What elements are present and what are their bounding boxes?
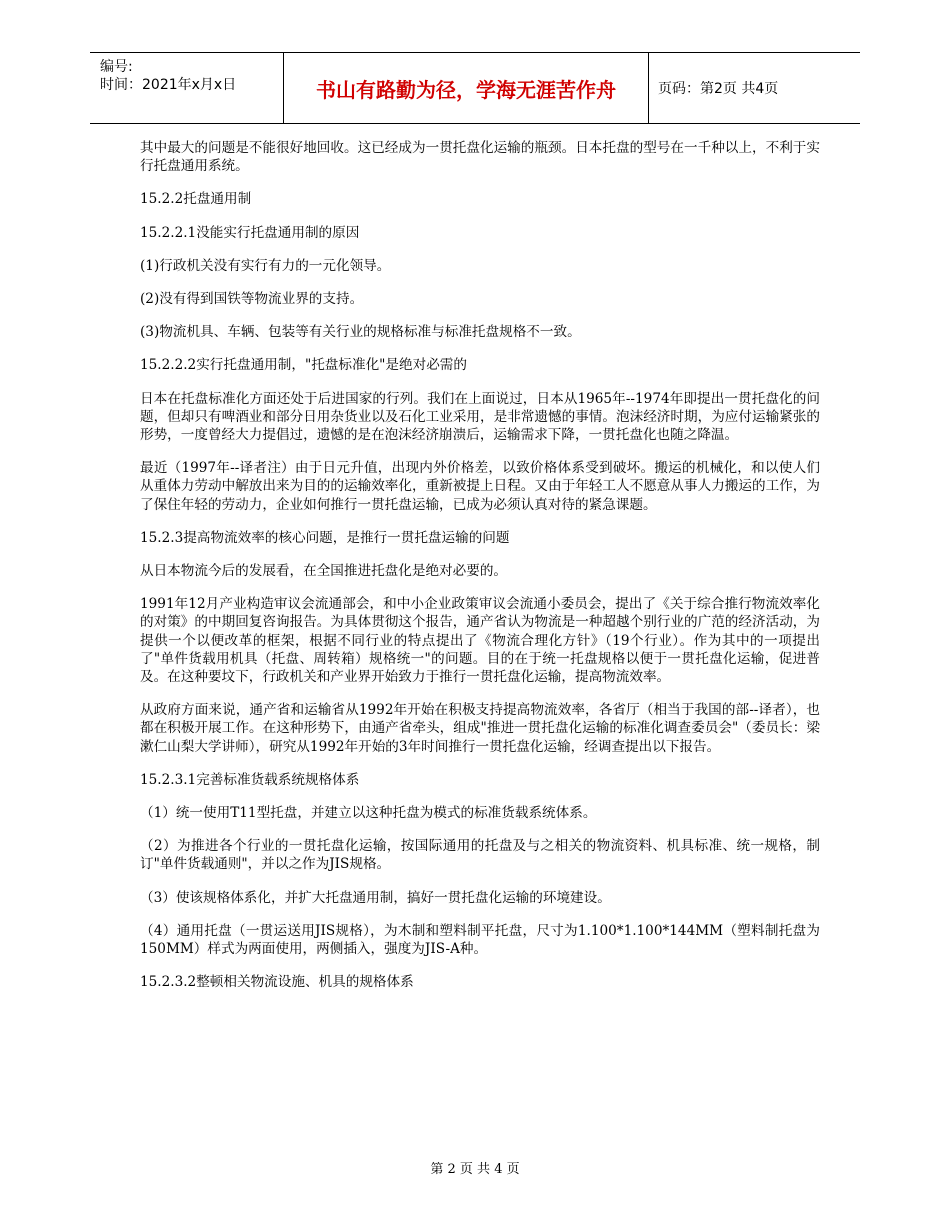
section-heading: 15.2.2.1没能实行托盘通用制的原因: [140, 224, 360, 241]
section-heading: 15.2.3.2整顿相关物流设施、机具的规格体系: [140, 974, 414, 991]
serial-number-label: 编号:: [100, 59, 133, 75]
header-motto: 书山有路勤为径，学海无涯苦作舟: [316, 77, 616, 102]
header-meta: [100, 58, 280, 94]
paragraph: 1991年12月产业构造审议会流通部会，和中小企业政策审议会流通小委员会，提出了《关于综合推行物流效率化的对策》的中期回复咨询报告。为具体贯彻这个报告，通产省认为物流是一种超越个别行业的广范的经济活动，为提供一个以便改革的框架，根据不同行业的特点提出了《物流合理化方针》（19个行业）。作为其中的一项提出了"单件货载用机具（托盘、周转箱）规格统一"的问题。目的在于统一托盘规格以便于一贯托盘化运输，促进普及。在这种要坟下，行政机关和产业界开始致力于推行一贯托盘化运输，提高物流效率。: [140, 596, 820, 686]
list-item: (2)没有得到国铁等物流业界的支持。: [140, 291, 364, 308]
paragraph: 其中最大的问题是不能很好地回收。这已经成为一贯托盘化运输的瓶颈。日本托盘的型号在一千种以上，不利于实行托盘通用系统。: [140, 140, 820, 175]
paragraph: 最近（1997年--译者注）由于日元升值，出现内外价格差，以致价格体系受到破坏。搬运的机械化，和以使人们从重体力劳动中解放出来为目的的运输效率化，重新被提上日程。又由于年轻工人不愿意从事人力搬运的工作，为了保住年轻的劳动力，企业如何推行一贯托盘运输，已成为必须认真对待的紧急课题。: [140, 460, 820, 513]
header-divider: [648, 53, 649, 123]
page-header: [90, 52, 860, 124]
list-item: （4）通用托盘（一贯运送用JIS规格），为木制和塑料制平托盘，尺寸为1.100*1.100*144MM（塑料制托盘为150MM）样式为两面使用，两侧插入，强度为JIS-A种。: [140, 922, 820, 958]
list-item: （1）统一使用T11型托盘，并建立以这种托盘为模式的标准货载系统体系。: [140, 805, 597, 822]
section-heading: 15.2.3.1完善标准货载系统规格体系: [140, 771, 360, 788]
paragraph: 从政府方面来说，通产省和运输省从1992年开始在积极支持提高物流效率，各省厅（相当于我国的部--译者），也都在积极开展工作。在这种形势下，由通产省牵头，组成"推进一贯托盘化运输的标准化调查委员会"（委员长：梁漱仁山梨大学讲师），研究从1992年开始的3年时间推行一贯托盘化运输，经调查提出以下报告。: [140, 702, 820, 755]
list-item: (3)物流机具、车辆、包装等有关行业的规格标准与标准托盘规格不一致。: [140, 324, 581, 341]
document-body: [140, 139, 820, 1007]
section-heading: 15.2.3提高物流效率的核心问题，是推行一贯托盘运输的问题: [140, 529, 510, 546]
date-label: 时间：2021年x月x日: [100, 77, 237, 93]
header-page-number: 页码：第2页 共4页: [658, 81, 779, 97]
page-footer: 第 2 页 共 4 页: [430, 1162, 520, 1177]
section-heading: 15.2.2托盘通用制: [140, 191, 252, 208]
list-item: （2）为推进各个行业的一贯托盘化运输，按国际通用的托盘及与之相关的物流资料、机具标准、统一规格，制订"单件货载通则"，并以之作为JIS规格。: [140, 838, 820, 873]
paragraph: 从日本物流今后的发展看，在全国推进托盘化是绝对必要的。: [140, 563, 508, 580]
list-item: （3）使该规格体系化，并扩大托盘通用制，搞好一贯托盘化运输的环境建设。: [140, 889, 611, 906]
section-heading: 15.2.2.2实行托盘通用制，"托盘标准化"是绝对必需的: [140, 357, 467, 374]
list-item: (1)行政机关没有实行有力的一元化领导。: [140, 257, 391, 274]
paragraph: 日本在托盘标准化方面还处于后进国家的行列。我们在上面说过，日本从1965年--1974年即提出一贯托盘化的问题，但却只有啤酒业和部分日用杂货业以及石化工业采用，是非常遗憾的事情。泡沫经济时期，为应付运输紧张的形势，一度曾经大力提倡过，遗憾的是在泡沫经济崩溃后，运输需求下降，一贯托盘化也随之降温。: [140, 390, 820, 444]
